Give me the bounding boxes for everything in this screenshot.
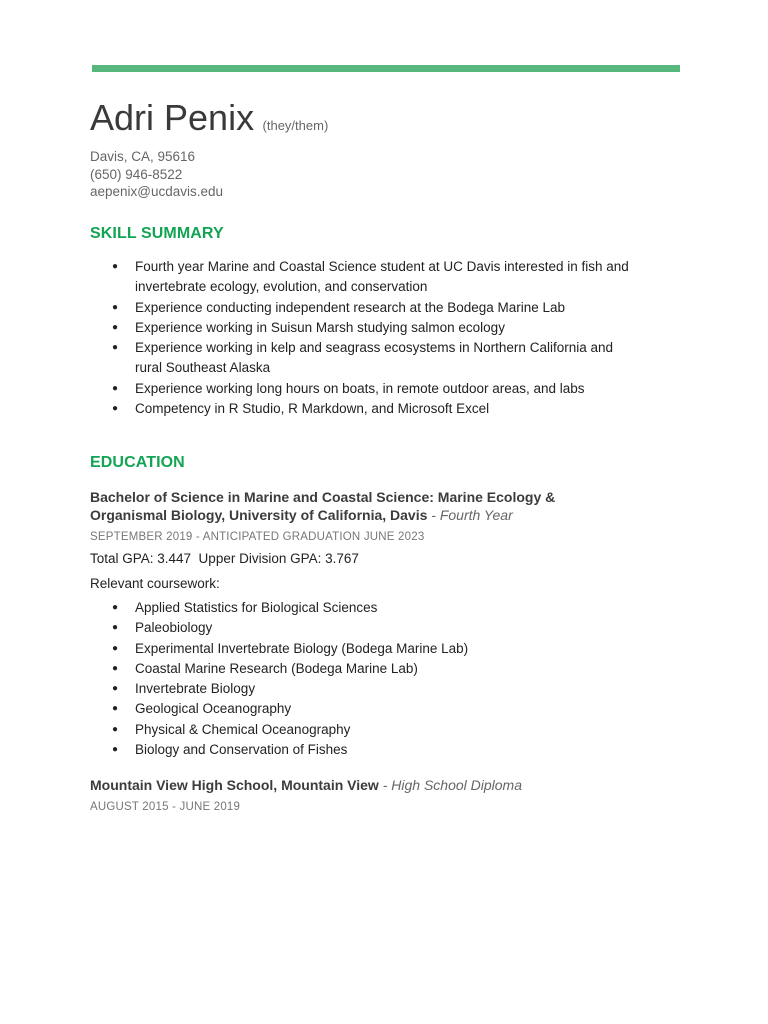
- high-school-dates: AUGUST 2015 - JUNE 2019: [90, 801, 241, 813]
- contact-info: [90, 148, 690, 201]
- list-item: ● Experience working long hours on boats, in remote outdoor areas, and labs: [110, 379, 640, 399]
- name-line: [90, 96, 690, 148]
- list-item: ● Experience working in kelp and seagrass ecosystems in Northern California and rural Southeast Alaska: [110, 338, 640, 379]
- person-name: Adri Penix: [90, 97, 255, 138]
- college-dates: SEPTEMBER 2019 - ANTICIPATED GRADUATION JUNE 2023: [90, 531, 425, 543]
- phone-number: (650) 946-8522: [90, 166, 183, 182]
- top-accent-rule: [92, 65, 680, 72]
- degree-status: - Fourth Year: [427, 507, 513, 523]
- coursework-list: [110, 598, 640, 760]
- list-item: ● Experience working in Suisun Marsh studying salmon ecology: [110, 318, 640, 338]
- list-item: ● Coastal Marine Research (Bodega Marine Lab): [110, 659, 640, 679]
- list-item: ● Experimental Invertebrate Biology (Bodega Marine Lab): [110, 639, 640, 659]
- list-item: ● Applied Statistics for Biological Sciences: [110, 598, 640, 618]
- high-school-name: Mountain View High School, Mountain View: [90, 777, 379, 793]
- list-item: ● Invertebrate Biology: [110, 679, 640, 699]
- list-item: ● Experience conducting independent research at the Bodega Marine Lab: [110, 298, 640, 318]
- list-item: ● Paleobiology: [110, 618, 640, 638]
- list-item: ● Biology and Conservation of Fishes: [110, 740, 640, 760]
- email-address: aepenix@ucdavis.edu: [90, 184, 224, 199]
- coursework-label: Relevant coursework:: [90, 576, 220, 591]
- high-school-diploma: - High School Diploma: [378, 777, 522, 793]
- college-degree: [90, 488, 610, 524]
- gpa-line: Total GPA: 3.447 Upper Division GPA: 3.767: [90, 551, 359, 566]
- pronouns: (they/them): [262, 118, 329, 133]
- list-item: ● Competency in R Studio, R Markdown, and Microsoft Excel: [110, 399, 640, 419]
- education-heading: EDUCATION: [90, 454, 185, 471]
- degree-title: Bachelor of Science in Marine and Coastal Science: Marine Ecology & Organismal Biology, University of California, Davis: [90, 489, 556, 523]
- address: Davis, CA, 95616: [90, 149, 196, 164]
- high-school-entry: [90, 776, 610, 794]
- skill-summary-list: [110, 257, 640, 419]
- list-item: ● Physical & Chemical Oceanography: [110, 720, 640, 740]
- list-item: ● Geological Oceanography: [110, 699, 640, 719]
- skill-summary-heading: SKILL SUMMARY: [90, 225, 224, 242]
- list-item: ● Fourth year Marine and Coastal Science student at UC Davis interested in fish and invertebrate ecology, evolution, and conservation: [110, 257, 640, 298]
- resume-header: [90, 96, 690, 201]
